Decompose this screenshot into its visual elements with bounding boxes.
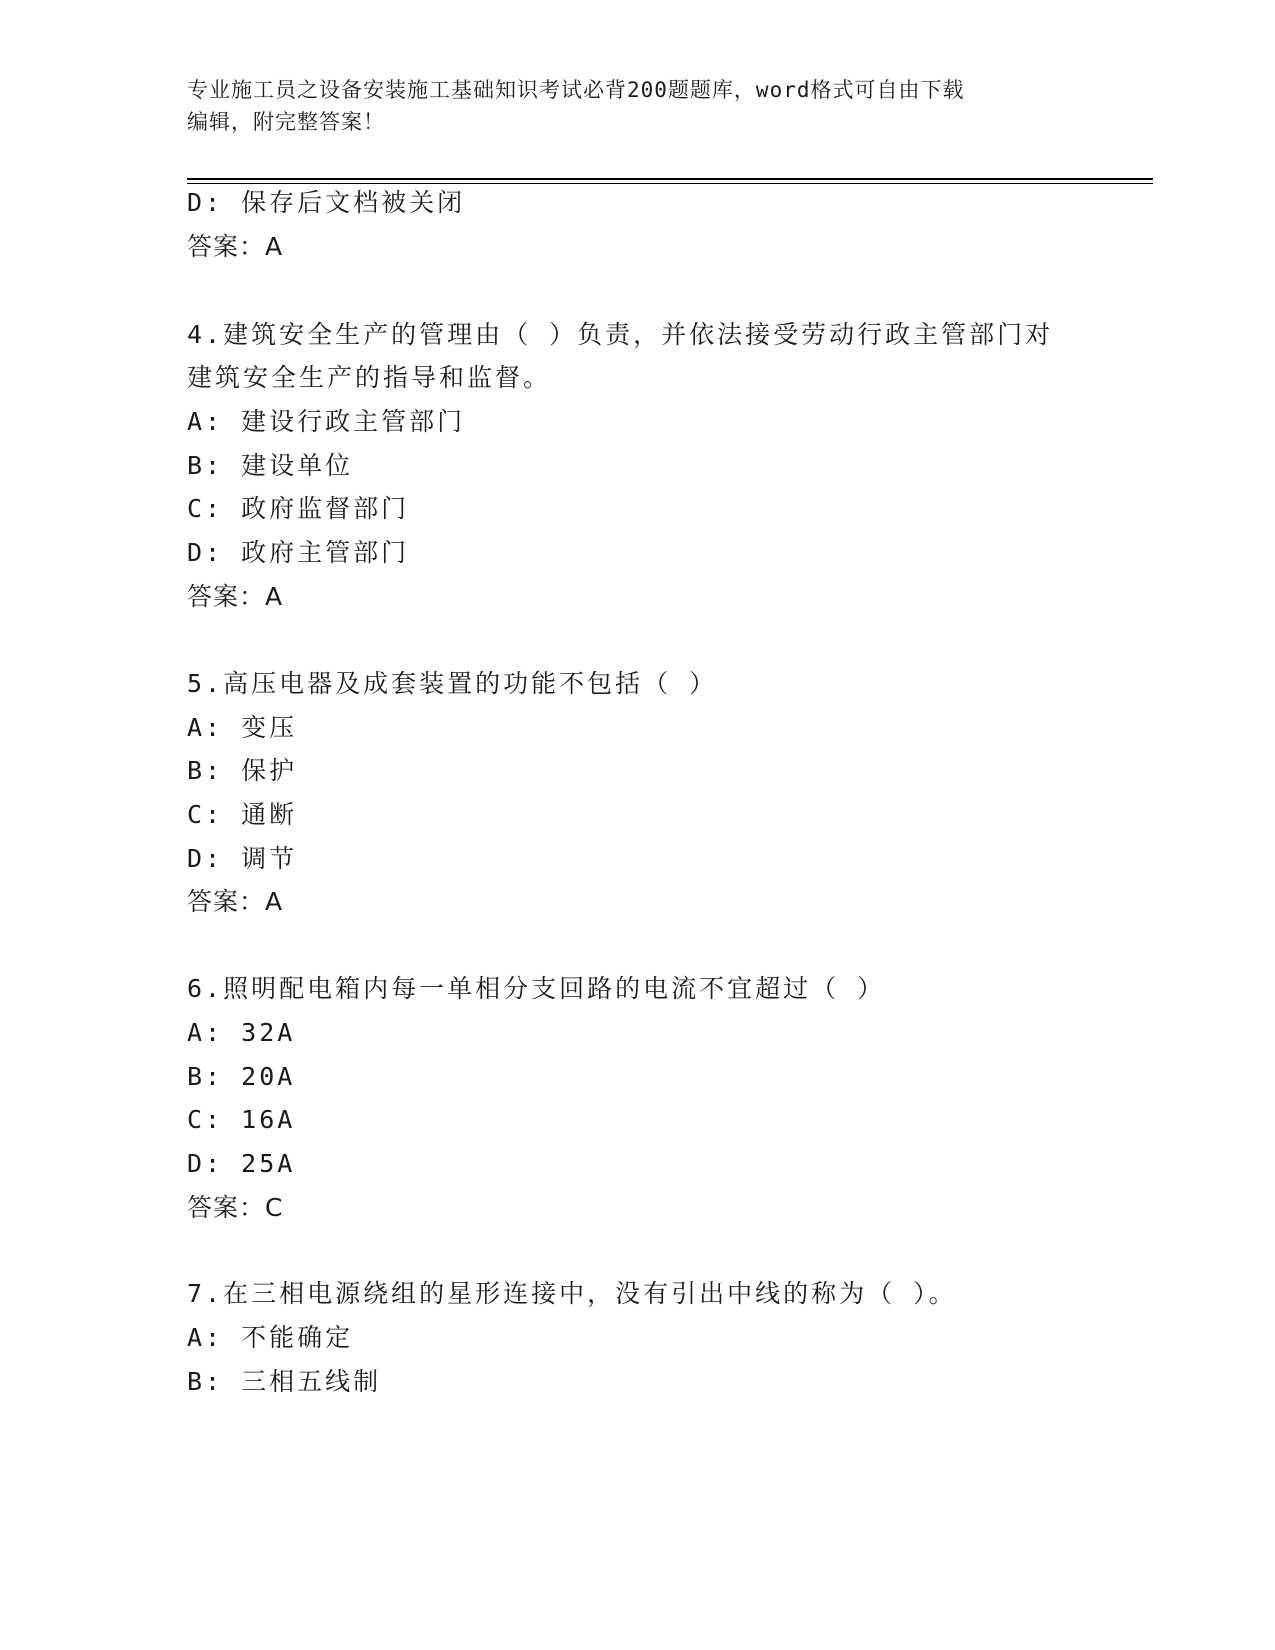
q6-stem-line-1: 6.照明配电箱内每一单相分支回路的电流不宜超过（ ） bbox=[187, 974, 886, 1003]
q4-option-a: A: 建设行政主管部门 bbox=[187, 407, 466, 436]
q4-stem-line-2: 建筑安全生产的指导和监督。 bbox=[187, 363, 552, 392]
q5-option-c: C: 通断 bbox=[187, 800, 298, 829]
q4-stem-line-1: 4.建筑安全生产的管理由（ ）负责，并依法接受劳动行政主管部门对 bbox=[187, 320, 1054, 349]
q5-answer: 答案：A bbox=[187, 887, 284, 916]
q7-option-b: B: 三相五线制 bbox=[187, 1367, 382, 1396]
header-divider-thick bbox=[187, 178, 1153, 180]
q7-stem-line-1: 7.在三相电源绕组的星形连接中，没有引出中线的称为（ ）。 bbox=[187, 1279, 957, 1308]
q6-option-a: A: 32A bbox=[187, 1018, 296, 1047]
q4-option-b: B: 建设单位 bbox=[187, 451, 354, 480]
q4-option-c: C: 政府监督部门 bbox=[187, 494, 410, 523]
q5-stem-line-1: 5.高压电器及成套装置的功能不包括（ ） bbox=[187, 669, 718, 698]
prev-answer: 答案：A bbox=[187, 232, 284, 261]
document-header bbox=[187, 74, 1067, 138]
header-line-1: 专业施工员之设备安装施工基础知识考试必背200题题库，word格式可自由下载 bbox=[187, 78, 965, 102]
q5-option-a: A: 变压 bbox=[187, 713, 298, 742]
header-line-2: 编辑，附完整答案！ bbox=[187, 110, 385, 134]
q5-option-d: D: 调节 bbox=[187, 844, 298, 873]
q6-option-d: D: 25A bbox=[187, 1149, 296, 1178]
q6-option-c: C: 16A bbox=[187, 1105, 296, 1134]
q7-option-a: A: 不能确定 bbox=[187, 1323, 354, 1352]
prev-option-d: D: 保存后文档被关闭 bbox=[187, 188, 466, 217]
q6-answer: 答案：C bbox=[187, 1193, 284, 1222]
q4-option-d: D: 政府主管部门 bbox=[187, 538, 410, 567]
q4-answer: 答案：A bbox=[187, 582, 284, 611]
q6-option-b: B: 20A bbox=[187, 1062, 296, 1091]
q5-option-b: B: 保护 bbox=[187, 756, 298, 785]
header-divider-thin bbox=[187, 183, 1153, 184]
